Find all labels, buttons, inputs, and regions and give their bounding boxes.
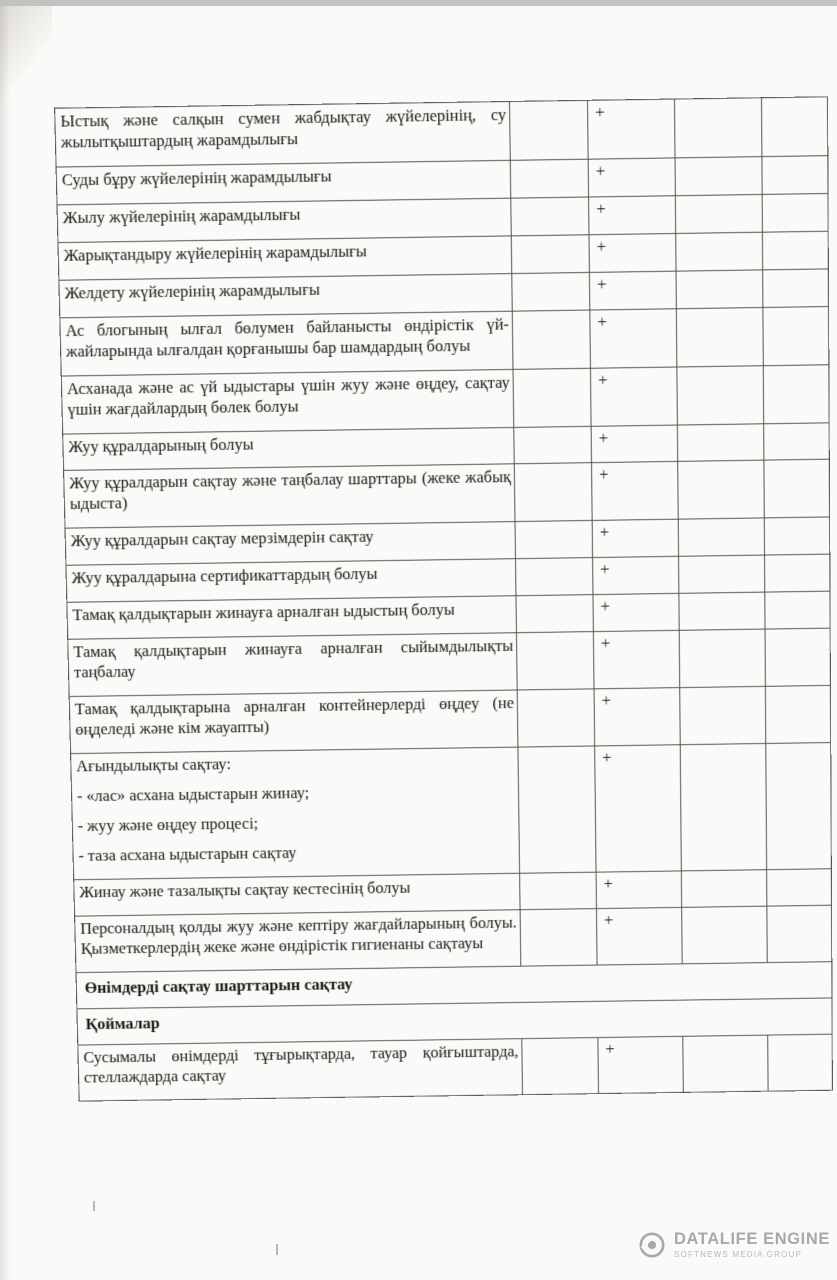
empty-cell <box>764 517 829 555</box>
assessment-mark-cell: + <box>589 271 676 310</box>
empty-cell <box>681 870 767 908</box>
watermark-subtitle: SOFTNEWS MEDIA GROUP <box>674 1250 803 1260</box>
requirement-cell: Жылу жүйелерінің жарамдылығы <box>57 198 511 242</box>
inspection-checklist <box>54 96 832 1101</box>
empty-cell <box>679 592 765 630</box>
page-left-shadow <box>0 6 10 1280</box>
requirement-cell: Сусымалы өнімдерді тұғырықтарда, тауар қойғыштарда, стеллаждарда сақтау <box>78 1038 523 1100</box>
datalife-eye-icon <box>638 1231 666 1259</box>
empty-cell <box>515 558 592 596</box>
requirement-cell: Суды бұру жүйелерінің жарамдылығы <box>56 160 511 204</box>
empty-cell <box>516 595 593 633</box>
assessment-mark-cell: + <box>589 196 676 235</box>
assessment-mark-cell: + <box>592 462 679 521</box>
requirement-cell: Желдету жүйелерінің жарамдылығы <box>59 273 512 317</box>
requirement-cell: Тамақ қалдықтарын жинауға арналған сыйымдылықты таңбалау <box>68 633 517 697</box>
empty-cell <box>511 197 589 236</box>
assessment-mark-cell: + <box>596 871 682 909</box>
requirement-cell <box>71 747 520 879</box>
empty-cell <box>763 364 829 423</box>
empty-cell <box>522 1037 599 1094</box>
empty-cell <box>512 310 590 369</box>
empty-cell <box>520 908 597 965</box>
requirement-cell: Тамақ қалдықтарына арналған контейнерлерді өңдеу (не өңделеді және кім жауапты) <box>69 690 518 754</box>
empty-cell <box>510 159 588 198</box>
empty-cell <box>680 744 766 871</box>
empty-cell <box>762 97 828 157</box>
empty-cell <box>674 98 761 158</box>
assessment-mark-cell: + <box>587 99 675 159</box>
empty-cell <box>516 632 594 690</box>
assessment-mark-cell: + <box>588 158 675 197</box>
empty-cell <box>764 460 830 519</box>
requirement-line: - «лас» асхана ыдыстарын жинау; <box>76 783 310 806</box>
requirement-line: - жуу және өңдеу процесі; <box>77 814 259 835</box>
empty-cell <box>517 689 594 747</box>
assessment-mark-cell: + <box>590 367 677 426</box>
empty-cell <box>678 461 765 520</box>
requirement-line: - таза асхана ыдыстарын сақтау <box>78 843 297 865</box>
assessment-mark-cell: + <box>589 233 676 272</box>
empty-cell <box>676 307 763 366</box>
empty-cell <box>510 100 589 160</box>
requirement-cell: Жуу құралдарына сертификаттардың болуы <box>66 559 516 603</box>
empty-cell <box>764 422 830 460</box>
empty-cell <box>762 193 828 232</box>
photo-background-edge <box>0 0 837 6</box>
empty-cell <box>679 555 765 593</box>
assessment-mark-cell: + <box>594 688 680 746</box>
requirement-cell: Жуу құралдарын сақтау және таңбалау шарттары (жеке жабық ыдыста) <box>64 464 515 528</box>
table-row <box>78 1034 833 1101</box>
pen-mark <box>276 1244 278 1255</box>
empty-cell <box>682 906 768 964</box>
empty-cell <box>676 270 763 309</box>
section-header-cell: Қоймалар <box>77 998 832 1045</box>
requirement-cell: Ыстық және салқын сумен жабдықтау жүйелерінің, су жылытқыштардың жарамдылығы <box>55 101 511 166</box>
empty-cell <box>511 235 589 274</box>
empty-cell <box>768 1034 833 1091</box>
datalife-watermark <box>638 1231 830 1259</box>
empty-cell <box>767 869 832 906</box>
empty-cell <box>676 232 763 271</box>
checklist-table-body <box>55 97 833 1101</box>
empty-cell <box>763 269 829 308</box>
empty-cell <box>675 157 762 196</box>
empty-cell <box>512 272 590 311</box>
empty-cell <box>679 629 765 687</box>
watermark-title: DATALIFE ENGINE <box>674 1230 830 1248</box>
assessment-mark-cell: + <box>595 745 682 872</box>
assessment-mark-cell: + <box>596 907 682 965</box>
assessment-mark-cell: + <box>593 557 679 595</box>
empty-cell <box>677 423 764 462</box>
assessment-mark-cell: + <box>593 594 679 632</box>
empty-cell <box>683 1035 768 1092</box>
assessment-mark-cell: + <box>590 308 677 367</box>
pen-mark <box>93 1201 95 1211</box>
empty-cell <box>763 306 829 365</box>
requirement-cell: Жуу құралдарының болуы <box>63 427 515 471</box>
empty-cell <box>765 686 830 744</box>
empty-cell <box>675 194 762 233</box>
empty-cell <box>515 521 593 559</box>
requirement-cell: Жуу құралдарын сақтау мерзімдерін сақтау <box>65 522 515 566</box>
watermark-text <box>674 1231 830 1259</box>
assessment-mark-cell: + <box>593 631 679 689</box>
empty-cell <box>518 746 596 873</box>
empty-cell <box>765 554 830 592</box>
assessment-mark-cell: + <box>592 520 678 558</box>
requirement-line: Ағындылықты сақтау: <box>76 754 231 776</box>
empty-cell <box>677 365 764 424</box>
empty-cell <box>514 463 592 522</box>
assessment-mark-cell: + <box>598 1036 683 1093</box>
empty-cell <box>762 156 828 195</box>
requirement-cell: Ас блогының ылғал бөлумен байланысты өндірістік үй-жайларында ылғалдан қорғанышы бар шамдардың болуы <box>60 311 513 376</box>
empty-cell <box>765 591 830 629</box>
empty-cell <box>520 872 597 910</box>
empty-cell <box>514 426 592 464</box>
empty-cell <box>678 518 764 556</box>
requirement-cell: Жинау және тазалықты сақтау кестесінің болуы <box>74 873 520 916</box>
requirement-cell: Персоналдың қолды жуу және кептіру жағдайларының болуы. Қызметкерлердің жеке және өндірістік гигиенаны сақтауы <box>75 910 521 973</box>
empty-cell <box>680 687 766 745</box>
empty-cell <box>765 628 830 686</box>
requirement-cell: Тамақ қалдықтарын жинауға арналған ыдыстың болуы <box>67 596 517 639</box>
empty-cell <box>762 231 828 270</box>
table-row <box>71 743 832 880</box>
empty-cell <box>513 368 591 427</box>
assessment-mark-cell: + <box>591 425 678 464</box>
requirement-cell: Асханада және ас үй ыдыстары үшін жуу және өңдеу, сақтау үшін жағдайлардың бөлек болуы <box>61 369 514 434</box>
empty-cell <box>767 905 832 962</box>
section-header-cell: Өнімдерді сақтау шарттарын сақтау <box>76 961 832 1008</box>
checklist-table <box>54 96 833 1101</box>
requirement-cell: Жарықтандыру жүйелерінің жарамдылығы <box>58 236 512 280</box>
empty-cell <box>766 743 832 870</box>
